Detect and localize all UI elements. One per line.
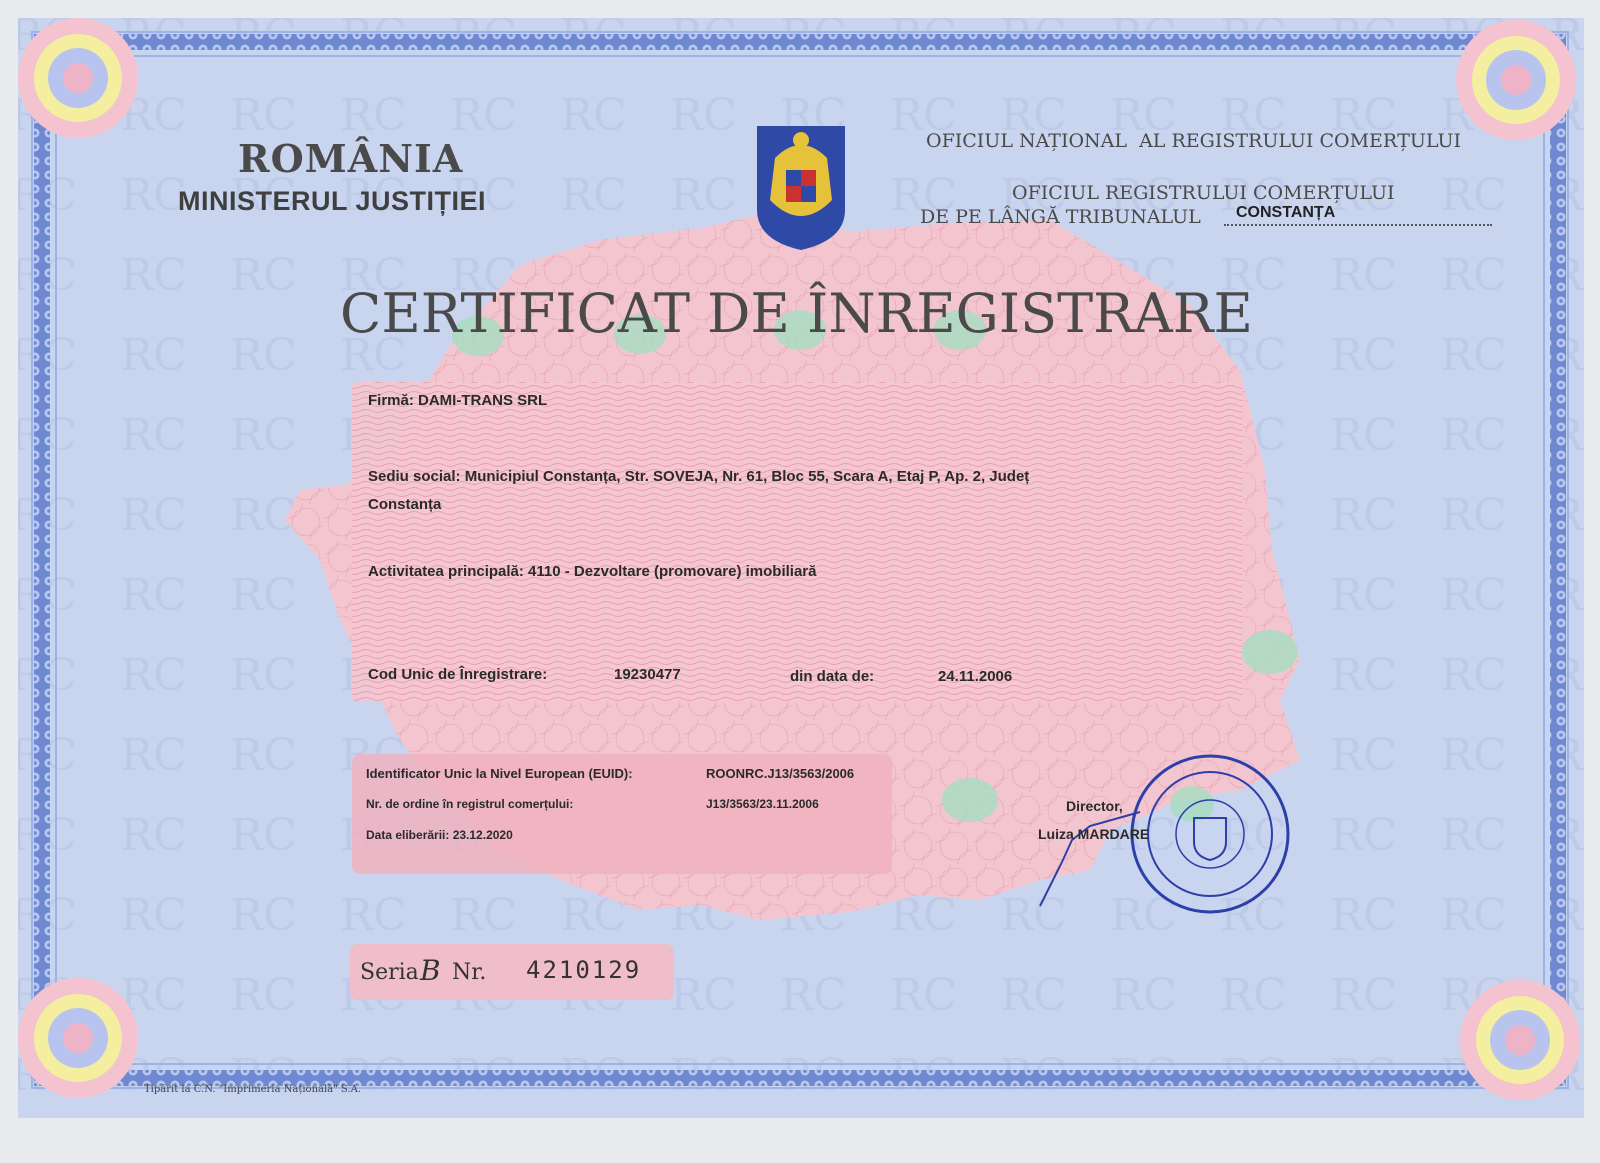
country-title: ROMÂNIA (238, 136, 464, 181)
tribunal-name: CONSTANȚA (1236, 204, 1336, 221)
firm-name: Firmă: DAMI-TRANS SRL (368, 392, 548, 409)
corner-rosette-tl (18, 18, 138, 138)
cui-label: Cod Unic de Înregistrare: (368, 666, 548, 683)
registration-date-value: 24.11.2006 (938, 668, 1013, 685)
director-role: Director, (1066, 798, 1123, 814)
local-office-line-1: OFICIUL REGISTRULUI COMERȚULUI (1012, 182, 1395, 204)
corner-rosette-tr (1456, 20, 1576, 140)
issue-date: Data eliberării: 23.12.2020 (366, 828, 513, 842)
cui-value: 19230477 (614, 666, 681, 683)
order-number-label: Nr. de ordine în registrul comerțului: (366, 797, 574, 811)
certificate-title: CERTIFICAT DE ÎNREGISTRARE (340, 282, 1253, 345)
euid-label: Identificator Unic la Nivel European (EUID): (366, 766, 633, 781)
registration-date-label: din data de: (790, 668, 875, 685)
order-number-value: J13/3563/23.11.2006 (706, 797, 819, 811)
serial-number: 4210129 (526, 956, 642, 984)
registered-office-line-1: Sediu social: Municipiul Constanța, Str. SOVEJA, Nr. 61, Bloc 55, Scara A, Etaj P, Ap. 2, Județ (368, 468, 1030, 485)
serial-prefix: Seria (360, 960, 419, 985)
serial-letter: B (420, 954, 441, 987)
printer-note: Tipărit la C.N. "Imprimeria Națională" S.A. (144, 1084, 361, 1095)
main-activity: Activitatea principală: 4110 - Dezvoltare (promovare) imobiliară (368, 563, 817, 580)
ministry-title: MINISTERUL JUSTIȚIEI (178, 186, 487, 216)
tribunal-dotted-line (1224, 224, 1492, 226)
national-office-title: OFICIUL NAȚIONAL AL REGISTRULUI COMERȚULUI (926, 130, 1461, 152)
director-name: Luiza MARDARE (1038, 826, 1150, 842)
corner-rosette-bl (18, 978, 138, 1098)
coat-of-arms-icon (757, 126, 845, 250)
corner-rosette-br (1460, 980, 1580, 1100)
local-office-line-2: DE PE LÂNGĂ TRIBUNALUL (920, 206, 1201, 228)
serial-nr-label: Nr. (452, 960, 487, 985)
euid-value: ROONRC.J13/3563/2006 (706, 766, 855, 781)
registered-office-line-2: Constanța (368, 496, 442, 513)
